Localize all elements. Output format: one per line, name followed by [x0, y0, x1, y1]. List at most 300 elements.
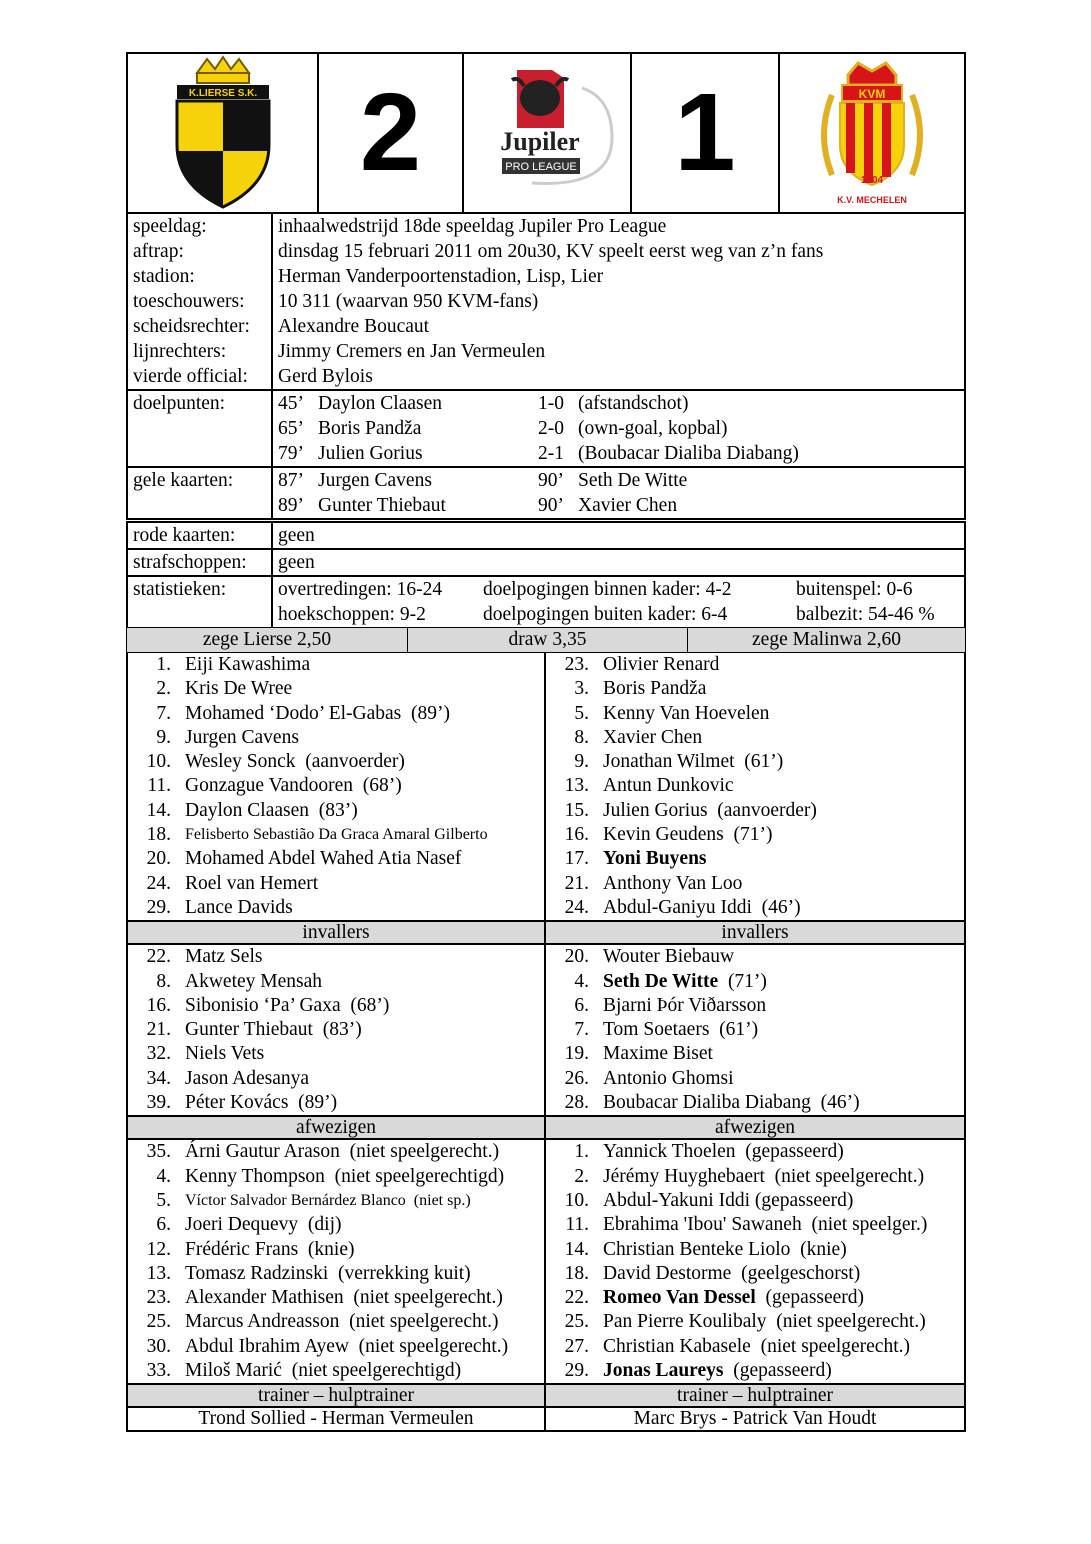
goal-scorer	[278, 391, 538, 416]
player-name: Boubacar Dialiba Diabang (46’)	[603, 1092, 860, 1114]
player-number: 39.	[146, 1092, 171, 1114]
player-row	[128, 1335, 544, 1359]
player-name: Abdul-Yakuni Iddi (gepasseerd)	[603, 1189, 854, 1211]
away-score-cell	[632, 54, 780, 212]
player-number: 26.	[564, 1067, 589, 1089]
goal-score: 2-1	[538, 443, 564, 464]
match-info	[126, 214, 966, 391]
player-name-cell	[185, 1165, 544, 1189]
player-name-cell	[603, 1042, 964, 1066]
player-row	[546, 1165, 964, 1189]
player-number: 1.	[156, 654, 171, 675]
stat-corners: hoekschoppen: 9-2	[278, 604, 426, 625]
info-label: scheidsrechter:	[128, 314, 273, 339]
absent-header	[126, 1115, 966, 1140]
goals-section	[126, 391, 966, 468]
player-row	[546, 653, 964, 677]
player-name: Gunter Thiebaut (83’)	[185, 1019, 362, 1041]
player-number: 25.	[146, 1311, 171, 1333]
goal-scorer	[278, 441, 538, 466]
player-row	[546, 1042, 964, 1066]
player-note: (71’)	[718, 970, 767, 992]
player-name-cell	[603, 774, 964, 798]
player-name: Felisberto Sebastião Da Graca Amaral Gilberto	[185, 826, 488, 844]
yellow-right	[538, 493, 677, 518]
player-row	[546, 1335, 964, 1359]
stats-label: statistieken:	[128, 577, 273, 627]
player-row	[128, 1165, 544, 1189]
player-row	[546, 847, 964, 871]
goal-scorer	[278, 416, 538, 441]
player-name: Gonzague Vandooren (68’)	[185, 775, 402, 797]
player-number: 16.	[146, 994, 171, 1016]
yellow-player: Xavier Chen	[578, 495, 678, 516]
player-row	[128, 896, 544, 920]
goal-minute: 45’	[278, 393, 304, 414]
player-name: Ebrahima 'Ibou' Sawaneh (niet speelger.)	[603, 1214, 928, 1236]
svg-text:Jupiler: Jupiler	[500, 127, 580, 156]
yellow-minute: 90’	[538, 495, 564, 516]
player-name-cell	[603, 945, 964, 969]
stat-possession: balbezit: 54-46 %	[796, 604, 935, 625]
player-number: 2.	[156, 678, 171, 700]
player-name: Kris De Wree	[185, 678, 293, 700]
player-number: 15.	[564, 799, 589, 821]
odds-draw: draw 3,35	[408, 628, 688, 652]
player-number: 21.	[146, 1019, 171, 1041]
svg-text:KVM: KVM	[858, 87, 886, 101]
info-value: dinsdag 15 februari 2011 om 20u30, KV speelt eerst weg van z’n fans	[278, 241, 824, 262]
player-row	[128, 1140, 544, 1164]
goal-result	[538, 391, 688, 416]
player-row	[546, 994, 964, 1018]
player-name-cell	[603, 1140, 964, 1164]
player-name-cell	[185, 1310, 544, 1334]
player-number: 33.	[146, 1360, 171, 1382]
player-name-cell	[185, 677, 544, 701]
penalties-label: strafschoppen:	[128, 550, 273, 575]
player-row	[128, 872, 544, 896]
player-number: 34.	[146, 1067, 171, 1089]
player-row	[128, 774, 544, 798]
player-name: Abdul Ibrahim Ayew (niet speelgerecht.)	[185, 1335, 509, 1357]
player-row	[546, 896, 964, 920]
player-number: 24.	[146, 872, 171, 894]
away-absent-title: afwezigen	[714, 1117, 796, 1139]
player-number: 22.	[146, 946, 171, 968]
player-name: Pan Pierre Koulibaly (niet speelgerecht.)	[603, 1311, 926, 1333]
player-name-cell	[185, 702, 544, 726]
player-row	[128, 945, 544, 969]
penalties-value: geen	[278, 552, 315, 573]
player-row	[128, 1286, 544, 1310]
yellow-player: Jurgen Cavens	[318, 470, 432, 491]
home-absent-title: afwezigen	[128, 1117, 546, 1138]
player-name-cell	[603, 1335, 964, 1359]
player-name-cell	[185, 1359, 544, 1383]
player-row	[128, 1018, 544, 1042]
player-number: 5.	[156, 1189, 171, 1211]
player-row	[546, 1359, 964, 1383]
player-name: Daylon Claasen (83’)	[185, 799, 358, 821]
player-row	[128, 847, 544, 871]
player-name: Anthony Van Loo	[603, 872, 743, 894]
goal-row	[278, 416, 964, 441]
player-name-cell	[185, 1335, 544, 1359]
goal-score: 2-0	[538, 418, 564, 439]
player-number: 11.	[147, 775, 171, 797]
red-cards-label: rode kaarten:	[128, 523, 273, 548]
player-name: Joeri Dequevy (dij)	[185, 1214, 342, 1236]
player-number: 16.	[564, 824, 589, 846]
match-sheet	[126, 52, 966, 1432]
player-row	[546, 970, 964, 994]
player-number: 4.	[156, 1165, 171, 1187]
player-number: 13.	[146, 1262, 171, 1284]
yellow-right	[538, 468, 687, 493]
player-row	[128, 702, 544, 726]
player-number: 21.	[564, 872, 589, 894]
yellow-cards-list	[273, 468, 964, 518]
info-label: vierde official:	[128, 364, 273, 389]
player-number: 9.	[574, 751, 589, 773]
home-subs	[128, 945, 546, 1115]
info-row	[128, 289, 964, 314]
player-name: Eiji Kawashima	[185, 654, 311, 675]
player-row	[546, 872, 964, 896]
player-row	[546, 1286, 964, 1310]
player-name: Kenny Thompson (niet speelgerechtigd)	[185, 1165, 505, 1187]
player-row	[546, 1091, 964, 1115]
player-name-cell	[185, 847, 544, 871]
info-value: inhaalwedstrijd 18de speeldag Jupiler Pro League	[278, 216, 667, 237]
info-label: lijnrechters:	[128, 339, 273, 364]
player-name-cell	[603, 750, 964, 774]
odds-away: zege Malinwa 2,60	[752, 629, 901, 650]
player-name-cell	[603, 1067, 964, 1091]
player-name: Kenny Van Hoevelen	[603, 702, 770, 724]
player-name: Olivier Renard	[603, 654, 720, 675]
away-coaches: Marc Brys - Patrick Van Houdt	[633, 1408, 877, 1430]
player-name-cell	[603, 1165, 964, 1189]
odds-home: zege Lierse 2,50	[127, 628, 408, 652]
goal-note: (Boubacar Dialiba Diabang)	[578, 443, 799, 464]
player-name-cell	[603, 1213, 964, 1237]
player-name: Sibonisio ‘Pa’ Gaxa (68’)	[185, 994, 390, 1016]
player-row	[128, 1310, 544, 1334]
home-coaches-title: trainer – hulptrainer	[128, 1385, 546, 1406]
player-name-cell	[603, 726, 964, 750]
player-number: 20.	[146, 848, 171, 870]
yellow-left	[278, 468, 538, 493]
stats-section	[126, 577, 966, 627]
player-name-cell	[603, 1189, 964, 1213]
stats-values	[273, 577, 964, 627]
info-row	[128, 239, 964, 264]
player-note: (gepasseerd)	[755, 1287, 865, 1309]
player-name: Jonathan Wilmet (61’)	[603, 751, 784, 773]
player-name: Maxime Biset	[603, 1043, 713, 1065]
info-value: 10 311 (waarvan 950 KVM-fans)	[278, 291, 539, 312]
player-number: 25.	[564, 1311, 589, 1333]
goal-row	[278, 391, 964, 416]
player-number: 5.	[574, 702, 589, 724]
player-number: 4.	[574, 970, 589, 992]
player-name-cell	[603, 1359, 964, 1383]
player-number: 20.	[564, 946, 589, 968]
player-name-cell	[185, 1189, 544, 1213]
jupiler-pro-league-logo-icon	[472, 58, 622, 208]
player-number: 13.	[564, 775, 589, 797]
player-name-cell	[603, 823, 964, 847]
player-number: 17.	[564, 848, 589, 870]
league-logo	[464, 54, 632, 212]
away-absent	[546, 1140, 964, 1383]
player-number: 28.	[564, 1092, 589, 1114]
player-name-cell	[185, 726, 544, 750]
player-name-cell	[603, 702, 964, 726]
player-name: Niels Vets	[185, 1043, 265, 1065]
info-label: aftrap:	[128, 239, 273, 264]
player-number: 24.	[564, 896, 589, 918]
player-name-cell	[185, 1262, 544, 1286]
svg-text:K.V. MECHELEN: K.V. MECHELEN	[837, 195, 907, 205]
player-number: 23.	[564, 654, 589, 675]
player-row	[128, 1213, 544, 1237]
player-row	[546, 1238, 964, 1262]
player-name-cell	[185, 1238, 544, 1262]
player-number: 7.	[574, 1019, 589, 1041]
player-row	[128, 823, 544, 847]
player-name-cell	[185, 823, 544, 847]
player-name: Péter Kovács (89’)	[185, 1092, 338, 1114]
player-row	[546, 726, 964, 750]
away-coaches-title: trainer – hulptrainer	[677, 1385, 833, 1407]
player-name-cell	[603, 994, 964, 1018]
player-name-cell	[185, 970, 544, 994]
stat-shots-off-target: doelpogingen buiten kader: 6-4	[483, 604, 728, 625]
coaches-row	[126, 1408, 966, 1432]
player-name: Boris Pandža	[603, 678, 707, 700]
player-name-cell	[185, 1140, 544, 1164]
home-score-cell	[319, 54, 464, 212]
yellow-row	[278, 468, 964, 493]
player-name-cell	[185, 1213, 544, 1237]
player-name: Alexander Mathisen (niet speelgerecht.)	[185, 1287, 503, 1309]
yellow-left	[278, 493, 538, 518]
player-name-cell	[185, 945, 544, 969]
home-score: 2	[359, 71, 422, 194]
player-number: 10.	[564, 1189, 589, 1211]
home-starters	[128, 653, 546, 920]
goal-minute: 65’	[278, 418, 304, 439]
player-name-cell	[185, 1091, 544, 1115]
player-row	[128, 799, 544, 823]
player-number: 35.	[146, 1141, 171, 1163]
player-name-cell	[603, 970, 964, 994]
player-name: Julien Gorius (aanvoerder)	[603, 799, 817, 821]
player-row	[546, 677, 964, 701]
player-row	[128, 1042, 544, 1066]
player-number: 8.	[574, 726, 589, 748]
player-number: 18.	[564, 1262, 589, 1284]
player-name-cell	[603, 799, 964, 823]
player-name: Jérémy Huyghebaert (niet speelgerecht.)	[603, 1165, 925, 1187]
player-name-cell	[185, 1067, 544, 1091]
player-name-cell	[185, 799, 544, 823]
player-name-cell	[603, 872, 964, 896]
player-row	[546, 774, 964, 798]
player-name-cell	[185, 896, 544, 920]
player-row	[128, 1359, 544, 1383]
goal-note: (own-goal, kopbal)	[578, 418, 728, 439]
player-number: 8.	[156, 970, 171, 992]
player-row	[128, 1262, 544, 1286]
player-name: Xavier Chen	[603, 726, 703, 748]
coaches-header	[126, 1383, 966, 1408]
player-number: 3.	[574, 678, 589, 700]
player-name-cell	[185, 1286, 544, 1310]
player-name: Roel van Hemert	[185, 872, 319, 894]
player-name-cell	[603, 653, 964, 677]
home-absent	[128, 1140, 546, 1383]
player-name: Víctor Salvador Bernárdez Blanco (niet sp.)	[185, 1191, 471, 1209]
player-row	[128, 677, 544, 701]
home-subs-title: invallers	[128, 922, 546, 943]
goals-list	[273, 391, 964, 466]
player-row	[546, 1189, 964, 1213]
player-name-cell	[185, 1018, 544, 1042]
player-name: Jason Adesanya	[185, 1067, 310, 1089]
info-row	[128, 264, 964, 289]
red-cards-value: geen	[278, 525, 315, 546]
player-name-cell	[603, 847, 964, 871]
player-name-cell	[603, 1262, 964, 1286]
red-cards-section	[126, 521, 966, 550]
player-name-cell	[603, 1238, 964, 1262]
score-header	[126, 52, 966, 214]
goal-minute: 79’	[278, 443, 304, 464]
stat-offside: buitenspel: 0-6	[796, 579, 913, 600]
player-name: Bjarni Þór Viðarsson	[603, 994, 767, 1016]
player-row	[546, 702, 964, 726]
player-name: Antun Dunkovic	[603, 775, 734, 797]
player-number: 1.	[574, 1141, 589, 1163]
goal-player: Boris Pandža	[318, 418, 422, 439]
player-name: Romeo Van Dessel	[603, 1287, 756, 1309]
away-score: 1	[674, 71, 736, 194]
yellow-minute: 87’	[278, 470, 304, 491]
info-row	[128, 214, 964, 239]
player-row	[128, 653, 544, 677]
player-name-cell	[185, 653, 544, 677]
yellow-player: Seth De Witte	[578, 470, 688, 491]
player-number: 14.	[564, 1238, 589, 1260]
player-note: (gepasseerd)	[723, 1360, 832, 1382]
goal-score: 1-0	[538, 393, 564, 414]
svg-text:PRO LEAGUE: PRO LEAGUE	[505, 161, 577, 173]
player-name: Christian Benteke Liolo (knie)	[603, 1238, 847, 1260]
goals-label: doelpunten:	[128, 391, 273, 466]
player-row	[128, 1067, 544, 1091]
player-name: Mohamed Abdel Wahed Atia Nasef	[185, 848, 462, 870]
player-name: Akwetey Mensah	[185, 970, 323, 992]
player-number: 11.	[565, 1214, 589, 1236]
player-name: Jurgen Cavens	[185, 726, 299, 748]
player-name: Miloš Marić (niet speelgerechtigd)	[185, 1360, 462, 1382]
kv-mechelen-crest-icon	[812, 55, 932, 211]
player-number: 7.	[156, 702, 171, 724]
info-label: speeldag:	[128, 214, 273, 239]
player-name: Jonas Laureys	[603, 1360, 724, 1382]
goal-player: Daylon Claasen	[318, 393, 443, 414]
player-name-cell	[185, 872, 544, 896]
player-name: Seth De Witte	[603, 970, 719, 992]
player-name: Wouter Biebauw	[603, 946, 735, 968]
player-number: 6.	[574, 994, 589, 1016]
player-row	[128, 1238, 544, 1262]
substitutes	[126, 945, 966, 1115]
yellow-cards-label: gele kaarten:	[128, 468, 273, 518]
starters	[126, 653, 966, 920]
player-name-cell	[603, 1018, 964, 1042]
player-name: David Destorme (geelgeschorst)	[603, 1262, 861, 1284]
away-crest	[780, 54, 964, 212]
player-name: Kevin Geudens (71’)	[603, 824, 773, 846]
stat-shots-on-target: doelpogingen binnen kader: 4-2	[483, 579, 732, 600]
odds-bar	[126, 627, 966, 653]
info-value: Alexandre Boucaut	[278, 316, 430, 337]
away-starters	[546, 653, 964, 920]
yellow-minute: 89’	[278, 495, 304, 516]
player-name-cell	[185, 1042, 544, 1066]
info-value: Gerd Bylois	[278, 366, 373, 387]
absentees	[126, 1140, 966, 1383]
player-number: 6.	[156, 1214, 171, 1236]
goal-player: Julien Gorius	[318, 443, 423, 464]
player-name: Abdul-Ganiyu Iddi (46’)	[603, 896, 801, 918]
home-coaches: Trond Sollied - Herman Vermeulen	[128, 1408, 546, 1430]
info-row	[128, 339, 964, 364]
player-name: Lance Davids	[185, 896, 293, 918]
player-row	[546, 1213, 964, 1237]
player-name: Marcus Andreasson (niet speelgerecht.)	[185, 1311, 499, 1333]
away-subs	[546, 945, 964, 1115]
away-subs-title: invallers	[721, 922, 789, 944]
player-row	[546, 1067, 964, 1091]
yellow-minute: 90’	[538, 470, 564, 491]
player-name-cell	[185, 994, 544, 1018]
goal-result	[538, 441, 799, 466]
info-value: Jimmy Cremers en Jan Vermeulen	[278, 341, 546, 362]
player-number: 10.	[146, 751, 171, 773]
home-crest	[128, 54, 319, 212]
info-value: Herman Vanderpoortenstadion, Lisp, Lier	[278, 266, 604, 287]
info-label: stadion:	[128, 264, 273, 289]
player-name: Wesley Sonck (aanvoerder)	[185, 751, 405, 773]
player-name: Mohamed ‘Dodo’ El-Gabas (89’)	[185, 702, 450, 724]
player-number: 22.	[564, 1287, 589, 1309]
player-row	[128, 970, 544, 994]
player-number: 29.	[146, 896, 171, 918]
svg-text:1904: 1904	[860, 175, 884, 186]
info-label: toeschouwers:	[128, 289, 273, 314]
player-row	[128, 726, 544, 750]
yellow-player: Gunter Thiebaut	[318, 495, 446, 516]
player-row	[546, 799, 964, 823]
player-number: 27.	[564, 1335, 589, 1357]
info-row	[128, 314, 964, 339]
